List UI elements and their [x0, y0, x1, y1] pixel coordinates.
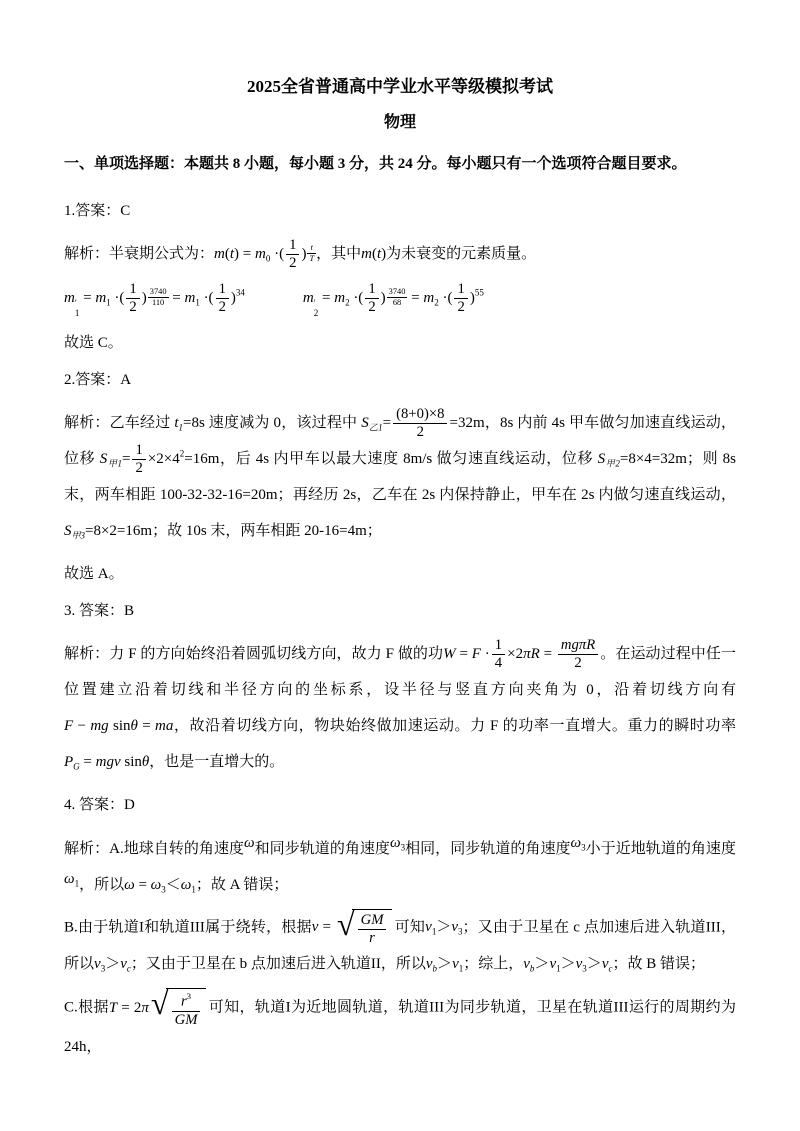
fraction: $\frac{1}{2}$ [284, 237, 301, 272]
math-expression: $t_1=8s$ [174, 415, 205, 433]
text-run: ；故 A 错误； [195, 876, 289, 893]
math-expression [245, 290, 303, 306]
exam-title: 2025全省普通高中学业水平等级模拟考试 [247, 77, 553, 96]
text-run: 和同步轨道的角速度 [254, 840, 390, 857]
text-run: ；综上， [463, 956, 524, 973]
text-run: ，故沿着切线方向，物块始终做加速运动。力 F 的功率一直增大。重力的瞬时功率 [173, 718, 736, 735]
text-run: 解析：乙车经过 [64, 415, 175, 432]
fraction: $\frac{r^3}{GM}$ [170, 991, 203, 1028]
q4-explanation-a [64, 831, 736, 903]
fraction: $\frac{1}{4}$ [490, 637, 507, 672]
text-run: 解析：A.地球自转的角速度 [64, 840, 245, 857]
text-run: C.根据 [64, 1000, 109, 1017]
q2-explanation [64, 405, 736, 549]
sub-sup-stack: ′ 2 [313, 298, 319, 318]
section-heading: 一、单项选择题：本题共 8 小题，每小题 3 分，共 24 分。每小题只有一个选项符合题目要求。 [64, 156, 687, 173]
text-run: ；故 B 错误； [612, 956, 705, 973]
fraction: $\frac{GM}{r}$ [356, 912, 389, 947]
q4-explanation-c [64, 985, 736, 1064]
text-run: 相同，同步轨道的角速度 [405, 840, 571, 857]
math-expression: $v_b>v_1>v_3>v_c$ [523, 956, 613, 974]
math-expression: $\omega_3$ [570, 834, 586, 853]
radical-sign: √ [336, 905, 355, 942]
fraction: $\frac{(8+0)\times 8}{2}$ [391, 406, 449, 441]
q2-conclusion: 故选 A。 [64, 566, 124, 583]
text-run: B.由于轨道I和轨道III属于绕转，根据 [64, 919, 312, 936]
subject-title: 物理 [383, 114, 416, 132]
text-run: ；又由于卫星在 c 点加速后进入轨道III，所以 [64, 919, 736, 973]
exponent-fraction: $\frac{3740}{68}$ [388, 286, 406, 307]
text-run: ；则 8s 末，两车相距 100-32-32-16=20m；再经历 2s，乙车在 2s 内保持静止，甲车在 2s 内做匀速直线运动， [64, 451, 736, 504]
fraction: $\frac{1}{2}$ [124, 281, 141, 316]
math-expression: m ′ 1 = $m_1$ ·( $\frac{1}{2}$ ) $\frac{3740}{110}$ = $m_1$ ·( $\frac{1}{2}$ )$^{34}$ [64, 281, 245, 318]
q3-explanation [64, 636, 736, 780]
radical-sign: √ [150, 985, 169, 1022]
text-run: ，8s 内前 4s 甲车做匀加速直线运动，位移 [64, 415, 736, 468]
fraction: $\frac{1}{2}$ [452, 281, 469, 316]
fraction: $\frac{1}{2}$ [130, 442, 147, 477]
math-expression: $S_{甲2}=8\times 4=32m$ [597, 451, 687, 469]
math-expression: ω [244, 834, 255, 851]
q2-answer-line: 2.答案：A [64, 371, 132, 388]
math-expression: W = F · $\frac{1}{4}$ ×2πR = $\frac{\text{mgπR}}{2}$ [443, 646, 600, 662]
q3-answer-line: 3. 答案：B [64, 602, 135, 619]
text-run: ；又由于卫星在 b 点加速后进入轨道II，所以 [130, 956, 426, 973]
q1-explanation [64, 236, 736, 272]
math-expression: $m(t) = m_0$ ·( $\frac{1}{2}$ ) $\frac{t}{T}$ [214, 237, 315, 272]
exponent-fraction: $\frac{3740}{110}$ [149, 286, 167, 307]
math-expression: $S_{甲3}=8\times 2=16m$ [64, 523, 153, 541]
text-run: ，后 4s 内甲车以最大速度 8m/s 做匀速直线运动，位移 [219, 451, 598, 468]
math-expression: $\omega = \omega_3<\omega_1$ [124, 876, 196, 895]
fraction: $\frac{1}{2}$ [363, 281, 380, 316]
text-run: 可知，轨道I为近地圆轨道，轨道III为同步轨道，卫星在轨道III运行的周期约为 24h， [64, 1000, 736, 1055]
math-expression: $\omega_3$ [389, 834, 406, 853]
math-expression: v = √ $\frac{GM}{r}$ [312, 919, 395, 935]
math-expression: $v_3>v_c$ [94, 956, 131, 974]
text-run: 为未衰变的元素质量。 [386, 246, 537, 263]
q4-explanation-b [64, 905, 736, 983]
exponent-fraction: $\frac{t}{T}$ [309, 242, 315, 263]
q1-formula-line [64, 280, 736, 318]
text-run: 可知 [394, 919, 426, 936]
math-expression: T = 2π √ $\frac{r^3}{GM}$ [109, 1000, 209, 1016]
text-run: ；故 10s 末，两车相距 20-16=4m； [152, 523, 382, 540]
math-expression: F − mg sinθ = ma [64, 718, 174, 735]
math-expression: m ′ 2 = $m_2$ ·( $\frac{1}{2}$ ) $\frac{3740}{68}$ = $m_2$ ·( $\frac{1}{2}$ )$^{55}$ [302, 281, 484, 318]
q1-conclusion: 故选 C。 [64, 335, 123, 352]
math-expression: m(t) [361, 246, 387, 263]
text-run: 解析：半衰期公式为： [64, 246, 215, 263]
text-run: 解析：力 F 的方向始终沿着圆弧切线方向，故力 F 做的功 [64, 646, 444, 663]
fraction: $\frac{\text{mgπR}}{2}$ [556, 637, 600, 672]
math-expression: $v_b>v_1$ [425, 956, 464, 974]
math-expression: $v_1>v_3$ [425, 919, 463, 937]
radical [336, 905, 393, 947]
math-expression: $S_{乙1}=$ $\frac{(8+0)\times 8}{2}$ =32m [361, 406, 485, 441]
math-expression: $\omega_1$ [64, 870, 80, 889]
sub-sup-stack: ′ 1 [74, 298, 80, 318]
math-expression: $S_{甲1}=$ $\frac{1}{2}$ $\times 2\times 4^2=16m$ [99, 442, 220, 477]
text-run: 小于近地轨道的角速度 [585, 840, 736, 857]
text-run: ，其中 [316, 246, 362, 263]
text-run: ，也是一直增大的。 [149, 754, 285, 771]
math-expression: $P_G$ = mgv sinθ [64, 754, 150, 772]
text-run: 。在运动过程中任一位置建立沿着切线和半径方向的坐标系，设半径与竖直方向夹角为 0，沿着切线方向有 [64, 646, 736, 699]
q1-answer-line: 1.答案：C [64, 202, 131, 219]
q4-answer-line: 4. 答案：D [64, 797, 135, 814]
text-run: ，所以 [79, 876, 125, 893]
fraction: $\frac{1}{2}$ [214, 281, 231, 316]
text-run: 速度减为 0，该过程中 [204, 415, 362, 432]
